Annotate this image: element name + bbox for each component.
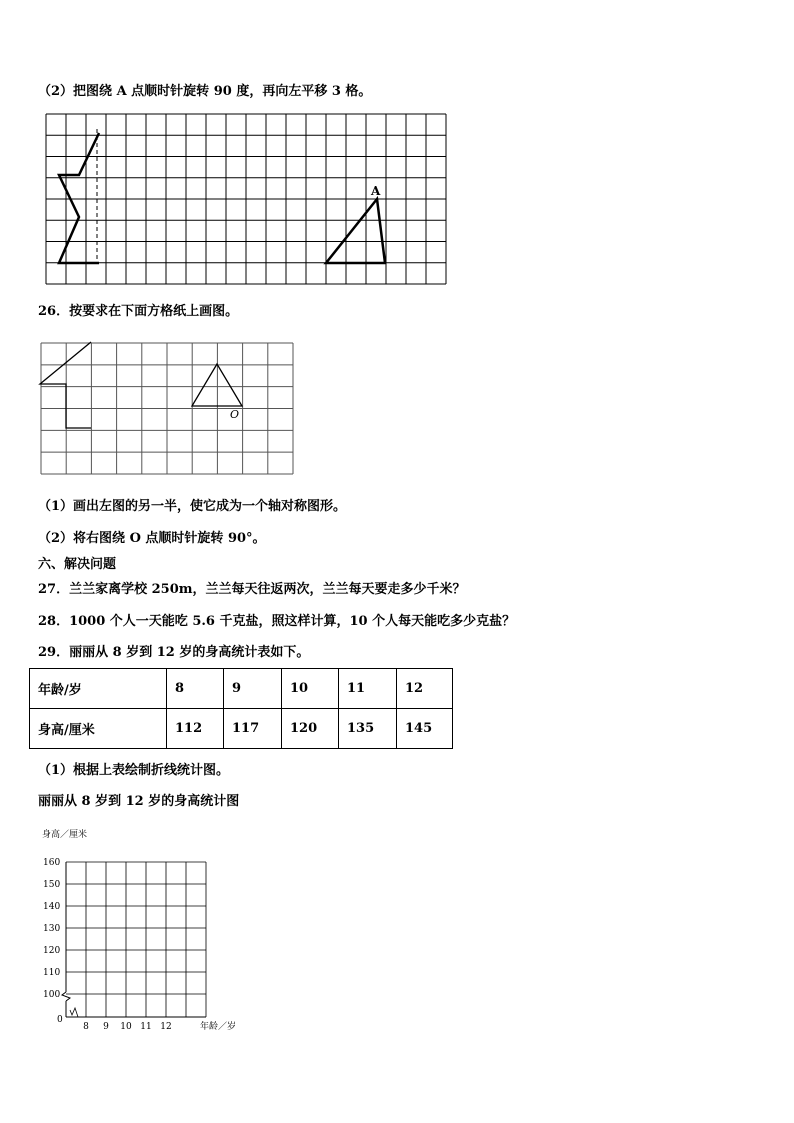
q28-text: 28．1000 个人一天能吃 5.6 千克盐，照这样计算，10 个人每天能吃多少克盐？ — [38, 614, 516, 629]
half-figure — [40, 342, 91, 428]
q29-text: 29．丽丽从 8 岁到 12 岁的身高统计表如下。 — [38, 645, 310, 660]
axis-break-mark-x — [70, 1008, 78, 1017]
y-tick-label: 160 — [43, 858, 61, 868]
table-cell: 9 — [224, 669, 282, 709]
table-row — [30, 669, 453, 709]
y-tick-label: 140 — [43, 902, 61, 912]
triangle-shape — [326, 199, 385, 263]
table-cell: 117 — [224, 709, 282, 749]
table-cell: 8 — [167, 669, 224, 709]
point-o-label: O — [230, 408, 240, 421]
q26-part1-text: （1）画出左图的另一半，使它成为一个轴对称图形。 — [38, 499, 347, 514]
x-tick-label: 12 — [160, 1022, 172, 1032]
x-tick-label: 8 — [83, 1022, 89, 1032]
x-tick-label: 11 — [140, 1022, 152, 1032]
q26-text: 26．按要求在下面方格纸上画图。 — [38, 304, 239, 319]
table-cell-row1-label: 年龄/岁 — [30, 669, 167, 709]
y-tick-label: 150 — [43, 880, 61, 890]
chart-title: 丽丽从 8 岁到 12 岁的身高统计图 — [38, 794, 240, 809]
y-tick-label: 100 — [43, 990, 61, 1000]
grid-2 — [40, 342, 294, 475]
y-tick-label: 120 — [43, 946, 61, 956]
grid-1 — [45, 113, 447, 285]
table-cell-row2-label: 身高/厘米 — [30, 709, 167, 749]
y-tick-label: 130 — [43, 924, 61, 934]
table-cell: 11 — [339, 669, 397, 709]
point-a-label: A — [371, 184, 381, 198]
table-cell: 135 — [339, 709, 397, 749]
q29-part1-text: （1）根据上表绘制折线统计图。 — [38, 763, 230, 778]
shape-left-half — [59, 133, 99, 263]
table-cell: 112 — [167, 709, 224, 749]
x-tick-label: 9 — [103, 1022, 109, 1032]
blank-line-chart — [40, 822, 260, 1034]
q27-text: 27．兰兰家离学校 250m，兰兰每天往返两次，兰兰每天要走多少千米？ — [38, 582, 466, 597]
table-cell: 145 — [397, 709, 453, 749]
section-6-heading: 六、解决问题 — [38, 557, 117, 572]
q26-part2-text: （2）将右图绕 O 点顺时针旋转 90°。 — [38, 531, 266, 546]
y-tick-label: 110 — [43, 968, 61, 978]
origin-label: 0 — [57, 1015, 63, 1025]
y-axis-label: 身高／厘米 — [42, 830, 88, 840]
height-table — [29, 668, 453, 749]
table-cell: 10 — [282, 669, 339, 709]
table-cell: 12 — [397, 669, 453, 709]
table-cell: 120 — [282, 709, 339, 749]
axis-break-mark — [62, 992, 70, 1001]
x-axis-label: 年龄／岁 — [200, 1022, 237, 1032]
q25-part2-text: （2）把图绕 A 点顺时针旋转 90 度，再向左平移 3 格。 — [38, 84, 372, 99]
x-tick-label: 10 — [120, 1022, 132, 1032]
table-row — [30, 709, 453, 749]
